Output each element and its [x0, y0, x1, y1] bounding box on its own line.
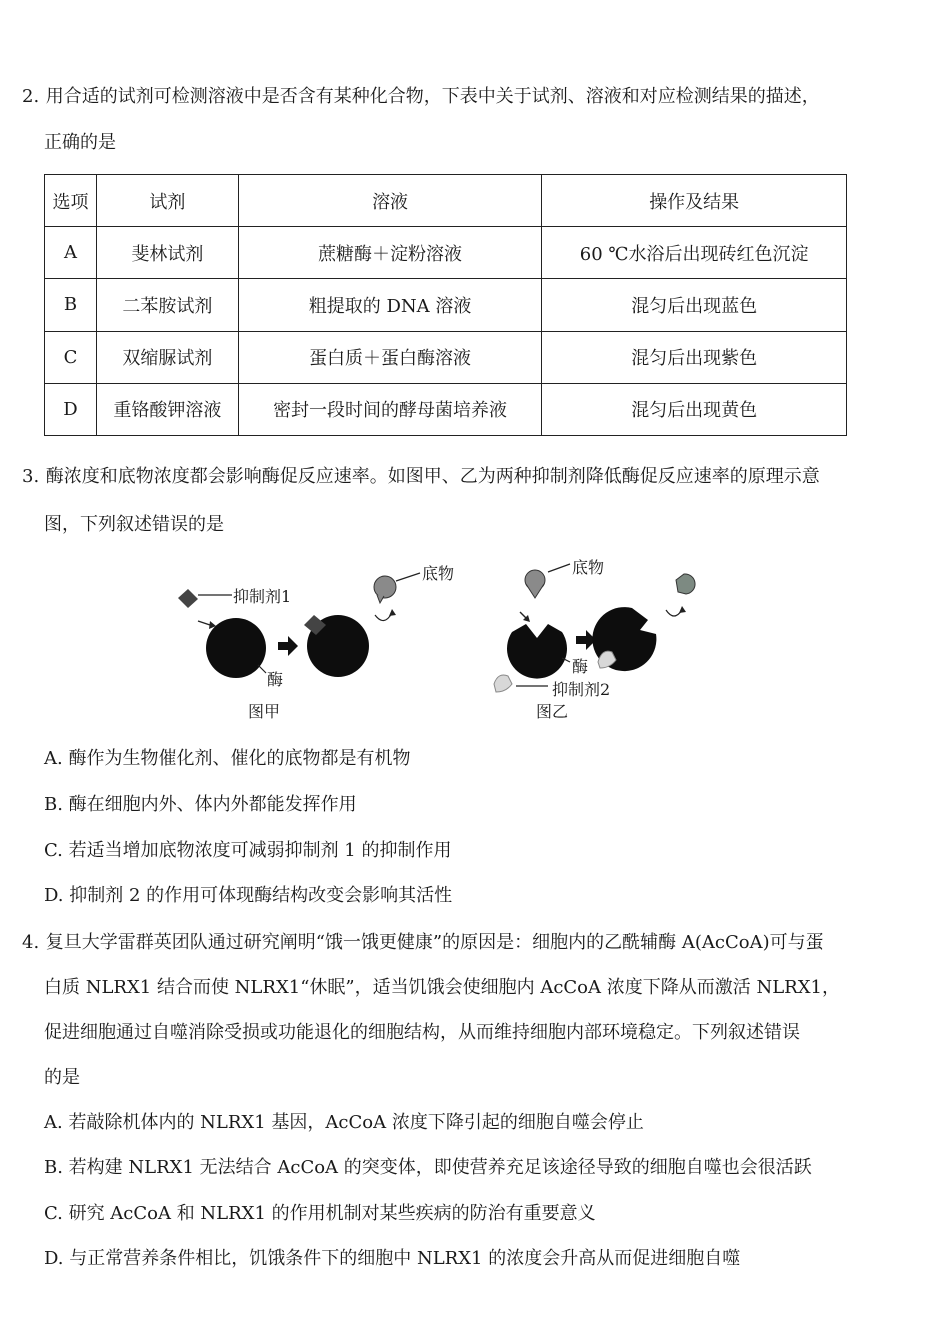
q3-option-a: A. 酶作为生物催化剂、催化的底物都是有机物	[44, 748, 411, 769]
table-cell: 粗提取的 DNA 溶液	[238, 279, 542, 331]
table-cell: 斐林试剂	[96, 227, 238, 279]
right-substrate-label: 底物	[572, 558, 605, 577]
table-cell: 蛋白质＋蛋白酶溶液	[238, 331, 542, 383]
bounce-arrow	[666, 610, 682, 616]
inhibitor2-shape	[494, 675, 512, 692]
q2-line1	[22, 82, 820, 108]
q4-line1	[22, 928, 824, 954]
q4-stem-line2: 白质 NLRX1 结合而使 NLRX1“休眠”，适当饥饿会使细胞内 AcCoA 浓度下降从而激活 NLRX1，	[44, 977, 840, 998]
binding-arrow	[520, 612, 526, 618]
q4-number: 4.	[22, 932, 40, 953]
table-row	[45, 279, 847, 331]
inhibitor1-shape	[178, 589, 198, 608]
table-row	[45, 383, 847, 435]
table-cell: 60 ℃水浴后出现砖红色沉淀	[542, 227, 847, 279]
table-row	[45, 331, 847, 383]
left-enzyme-label: 酶	[267, 670, 284, 689]
q2-number: 2.	[22, 86, 40, 107]
q3-stem-line2: 图，下列叙述错误的是	[44, 514, 224, 535]
q2-stem-line2: 正确的是	[44, 132, 116, 153]
bounce-arrow	[375, 613, 392, 621]
q3-stem-line1: 酶浓度和底物浓度都会影响酶促反应速率。如图甲、乙为两种抑制剂降低酶促反应速率的原理示意	[45, 466, 820, 487]
table-cell: B	[45, 279, 97, 331]
table-cell: 密封一段时间的酵母菌培养液	[238, 383, 542, 435]
q3-option-b: B. 酶在细胞内外、体内外都能发挥作用	[44, 794, 357, 815]
table-row	[45, 227, 847, 279]
table-header: 溶液	[238, 175, 542, 227]
binding-arrow	[198, 621, 210, 625]
q2-table	[44, 174, 847, 436]
q4-option-b: B. 若构建 NLRX1 无法结合 AcCoA 的突变体，即使营养充足该途径导致的细胞自噬也会很活跃	[44, 1157, 812, 1178]
left-figure-caption: 图甲	[248, 702, 281, 721]
substrate-label-line	[396, 573, 420, 581]
substrate-label-line	[548, 564, 570, 572]
table-header: 选项	[45, 175, 97, 227]
q4-option-a: A. 若敲除机体内的 NLRX1 基因，AcCoA 浓度下降引起的细胞自噬会停止	[44, 1112, 644, 1133]
table-cell: 混匀后出现蓝色	[542, 279, 847, 331]
table-cell: 混匀后出现黄色	[542, 383, 847, 435]
table-cell: C	[45, 331, 97, 383]
enzyme-circle	[206, 618, 266, 678]
q3-option-d: D. 抑制剂 2 的作用可体现酶结构改变会影响其活性	[44, 885, 453, 906]
table-cell: 蔗糖酶＋淀粉溶液	[238, 227, 542, 279]
q3-line1	[22, 462, 820, 488]
left-substrate-label: 底物	[422, 564, 455, 583]
table-cell: 重铬酸钾溶液	[96, 383, 238, 435]
right-figure-caption: 图乙	[536, 702, 569, 721]
table-header-row	[45, 175, 847, 227]
enzyme-shape	[507, 624, 567, 679]
enzyme-label-line	[258, 665, 266, 673]
table-cell: D	[45, 383, 97, 435]
right-enzyme-label: 酶	[572, 657, 589, 676]
table-cell: 混匀后出现紫色	[542, 331, 847, 383]
table-cell: 双缩脲试剂	[96, 331, 238, 383]
substrate-shape	[374, 576, 396, 598]
process-arrow	[278, 636, 298, 656]
inhibitor1-label: 抑制剂1	[233, 587, 292, 606]
q4-stem-line3: 促进细胞通过自噬消除受损或功能退化的细胞结构，从而维持细胞内部环境稳定。下列叙述错误	[44, 1022, 800, 1043]
q4-option-c: C. 研究 AcCoA 和 NLRX1 的作用机制对某些疾病的防治有重要意义	[44, 1203, 596, 1224]
q4-option-d: D. 与正常营养条件相比，饥饿条件下的细胞中 NLRX1 的浓度会升高从而促进细胞自噬	[44, 1248, 741, 1269]
table-cell: A	[45, 227, 97, 279]
q2-stem-line1: 用合适的试剂可检测溶液中是否含有某种化合物，下表中关于试剂、溶液和对应检测结果的描述，	[45, 86, 820, 107]
q3-option-c: C. 若适当增加底物浓度可减弱抑制剂 1 的抑制作用	[44, 840, 452, 861]
q4-stem-line1: 复旦大学雷群英团队通过研究阐明“饿一饿更健康”的原因是：细胞内的乙酰辅酶 A(AcCoA)可与蛋	[45, 932, 824, 953]
released-substrate	[676, 574, 695, 594]
inhibitor2-label: 抑制剂2	[552, 680, 611, 699]
table-header: 操作及结果	[542, 175, 847, 227]
table-cell: 二苯胺试剂	[96, 279, 238, 331]
q3-number: 3.	[22, 466, 40, 487]
q4-stem-line4: 的是	[44, 1067, 80, 1088]
table-header: 试剂	[96, 175, 238, 227]
